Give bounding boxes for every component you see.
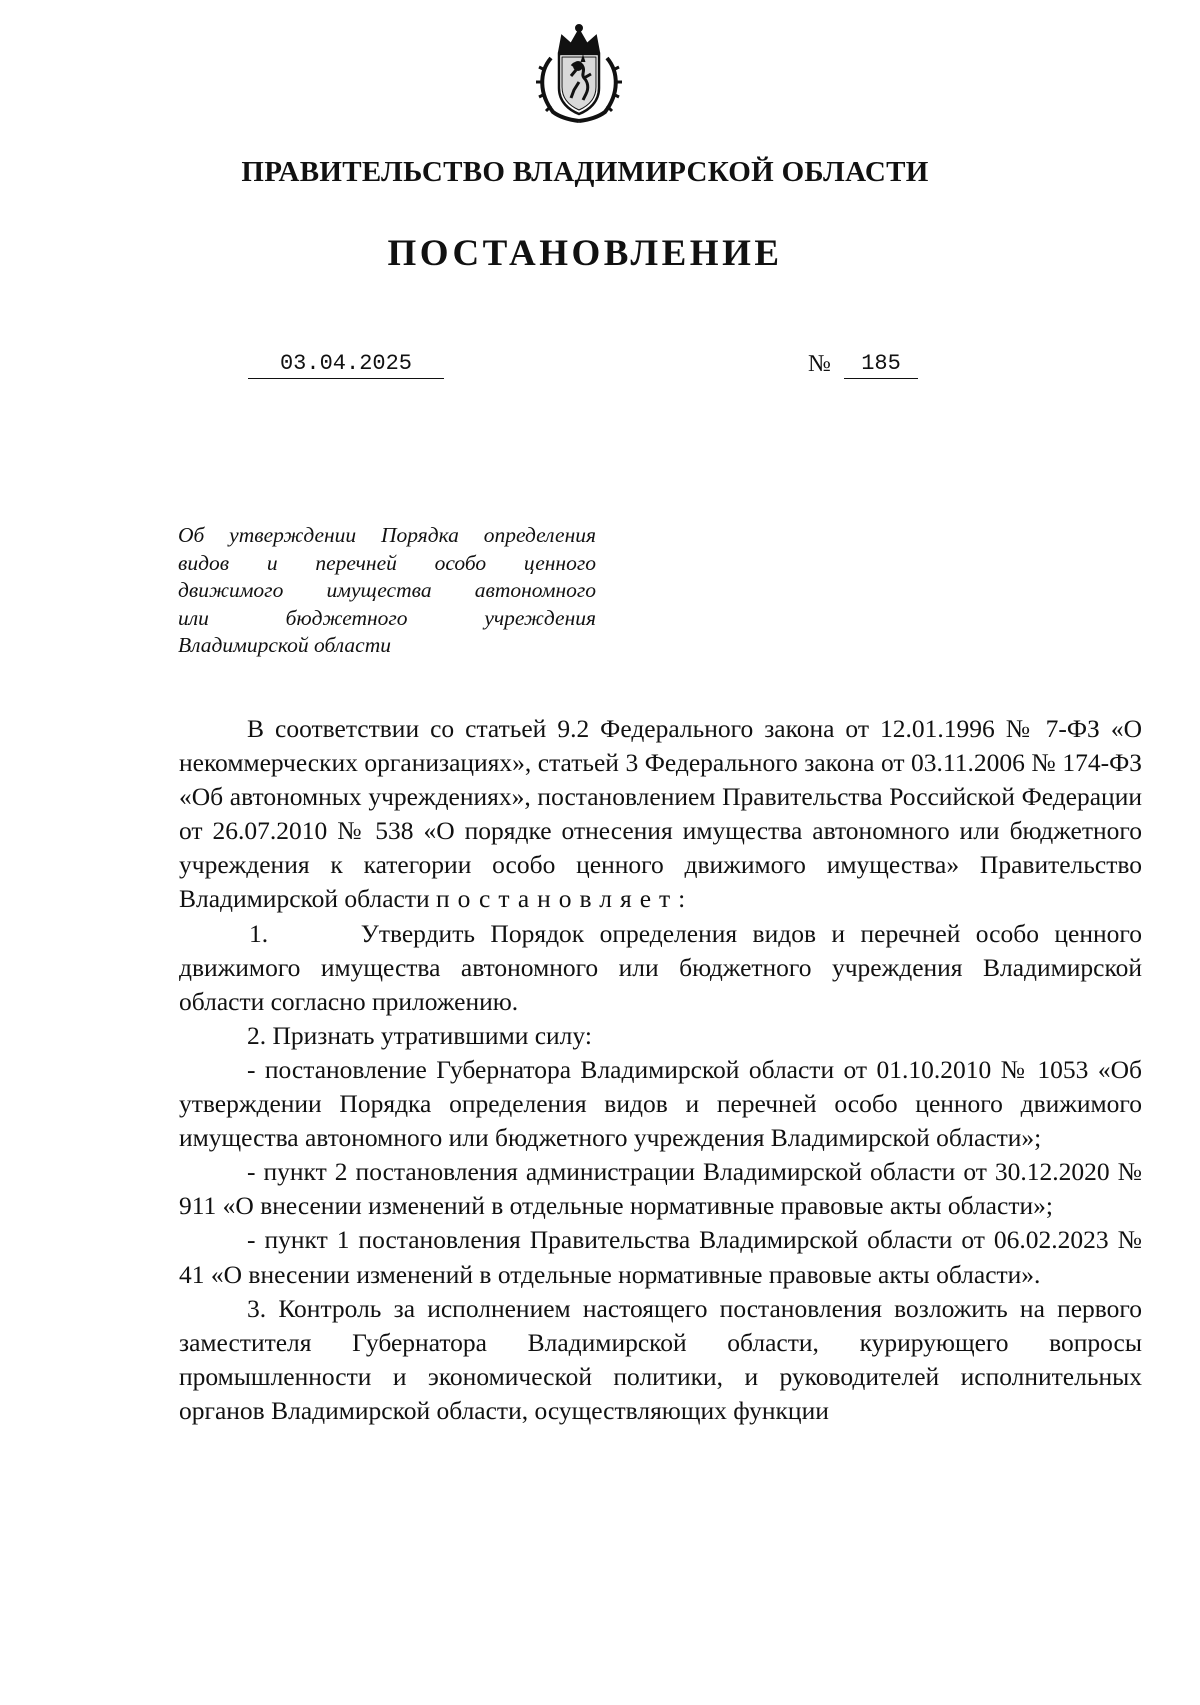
document-type-title: ПОСТАНОВЛЕНИЕ (387, 233, 783, 274)
document-subject (178, 522, 596, 660)
document-date: 03.04.2025 (248, 351, 444, 379)
subject-line: Об утверждении Порядка определения (178, 523, 596, 547)
subject-line: видов и перечней особо ценного (178, 550, 596, 575)
subject-line: или бюджетного учреждения (178, 605, 596, 630)
resolution-verb: постановляет: (436, 884, 694, 914)
subject-line: Владимирской области (178, 633, 391, 657)
item-2-paragraph: 2. Признать утратившими силу: (247, 1020, 592, 1050)
preamble-text: В соответствии со статьей 9.2 Федерального закона от 12.01.1996 № 7-ФЗ «О некоммерческих организациях», статьей 3 Федерального закона от 03.11.2006 № 174-ФЗ «Об автономных учреждениях», постановлением Правительства Российской Федерации от 26.07.2010 № 538 «О порядке отнесения имущества автономного или бюджетного учреждения к категории особо ценного движимого имущества» Правительство Владимирской области (179, 714, 1142, 914)
item-1-paragraph: 1. Утвердить Порядок определения видов и перечней особо ценного движимого имущества автономного или бюджетного учреждения Владимирской области согласно приложению. (179, 918, 1142, 1016)
document-number: 185 (844, 351, 918, 379)
subject-line: движимого имущества автономного (178, 578, 596, 602)
item-2-c-paragraph: - пункт 1 постановления Правительства Владимирской области от 06.02.2023 № 41 «О внесении изменений в отдельные нормативные правовые акты области». (179, 1225, 1142, 1289)
item-2-b-paragraph: - пункт 2 постановления администрации Владимирской области от 30.12.2020 № 911 «О внесении изменений в отдельные нормативные правовые акты области»; (179, 1157, 1142, 1221)
item-3-paragraph: 3. Контроль за исполнением настоящего постановления возложить на первого заместителя Губернатора Владимирской области, курирующего вопросы промышленности и экономической политики, и руководителей исполнительных органов Владимирской области, осуществляющих функции (179, 1293, 1142, 1425)
government-title: ПРАВИТЕЛЬСТВО ВЛАДИМИРСКОЙ ОБЛАСТИ (241, 156, 929, 188)
document-body (179, 712, 1142, 1428)
item-2-a-paragraph: - постановление Губернатора Владимирской области от 01.10.2010 № 1053 «Об утверждении Порядка определения видов и перечней особо ценного движимого имущества автономного или бюджетного учреждения Владимирской области»; (179, 1054, 1142, 1153)
coat-of-arms-icon (529, 22, 629, 124)
preamble-paragraph (179, 712, 1142, 917)
number-sign: № (808, 351, 831, 377)
